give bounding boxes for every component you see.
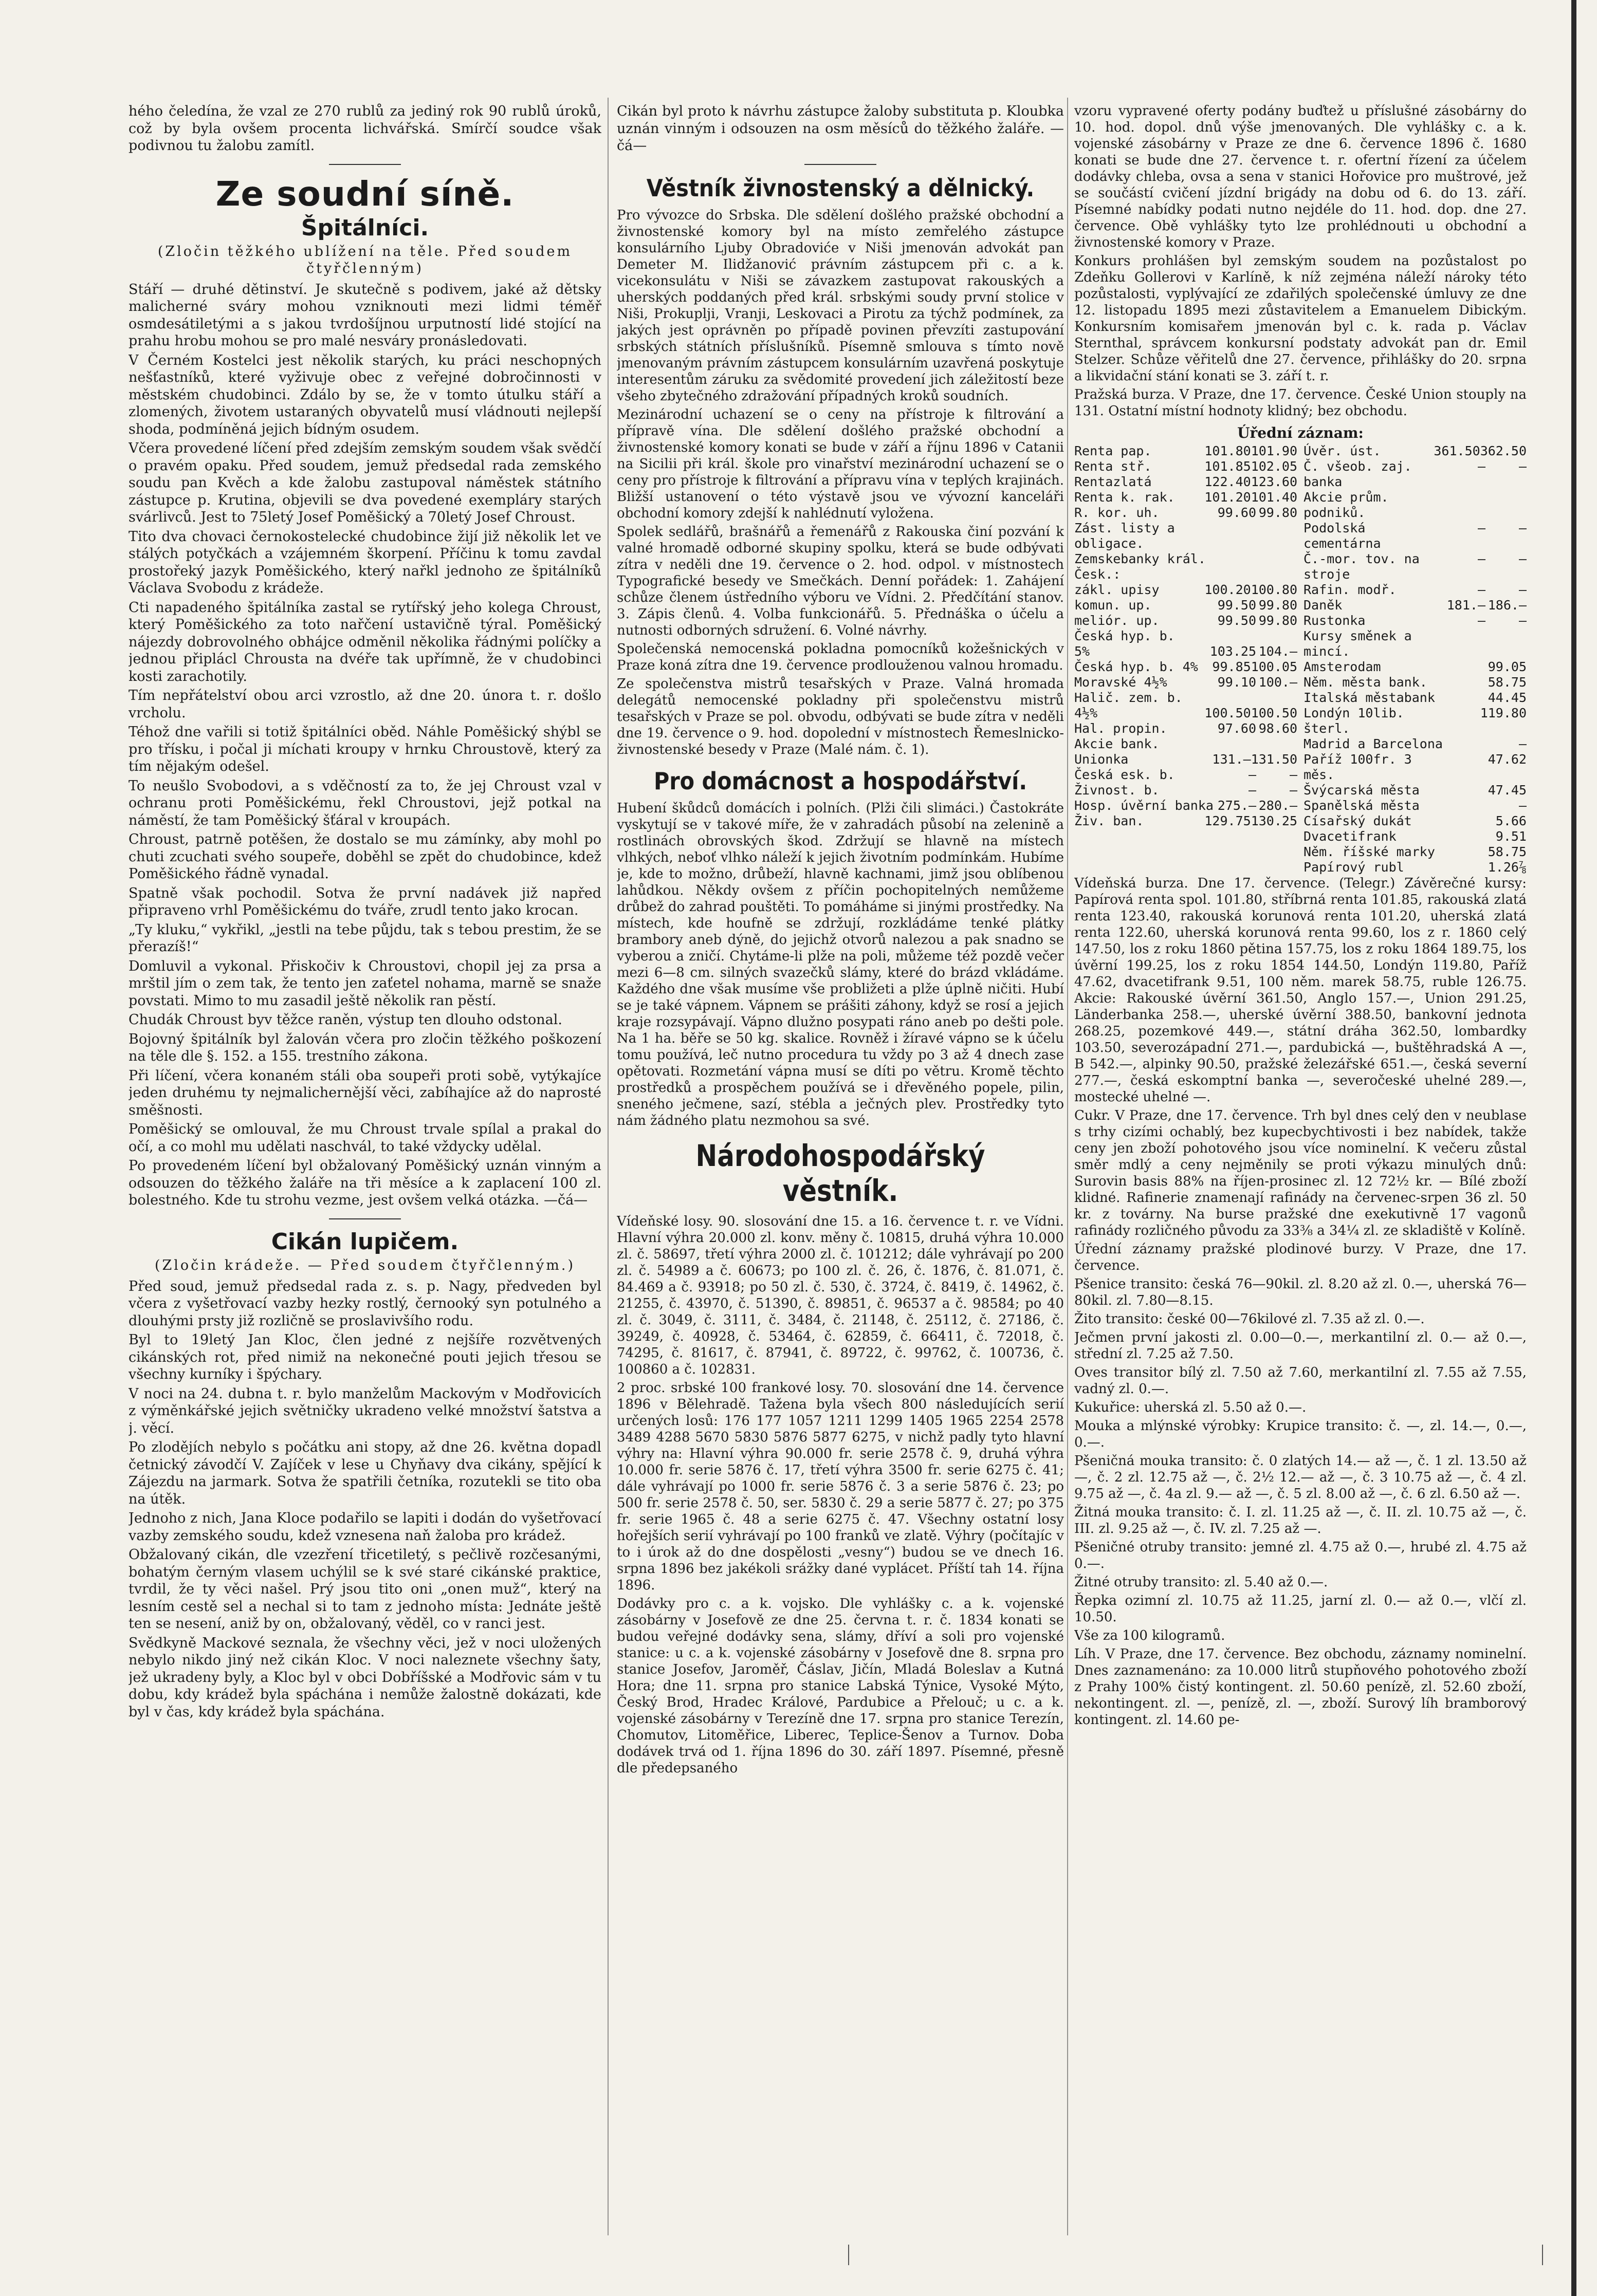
quote-row [1074,490,1297,505]
paragraph: Poměšický se omlouval, že mu Chroust trvale spílal a prakal do očí, a co mohl mu udělati naschvál, to také vždycky udělal. [129,1121,601,1155]
paragraph: Žitné otruby transito: zl. 5.40 až 0.—. [1074,1575,1328,1590]
quote-label: Hosp. úvěrní banka [1074,798,1214,813]
page-edge [1571,0,1576,2296]
article-title: Cikán lupičem. [271,1228,459,1255]
quote-row [1074,798,1297,813]
section-body [1074,103,1527,419]
quote-label: Hal. propin. [1074,721,1167,736]
quote-row [1304,860,1527,875]
quote-value: 58.75 [1488,844,1527,859]
paragraph: Spatně však pochodil. Sotva že první nadávek již napřed připraveno vrhl Poměšickému do tváře, zrudl tento jako krocan. [129,885,601,918]
quote-value [1444,752,1485,783]
article-subtitle: (Zločin krádeže. — Před soudem čtyřčlenným.) [155,1257,575,1273]
quote-row [1074,644,1297,659]
quote-value: — [1477,551,1485,566]
quote-value: 99.10 [1217,675,1256,690]
quote-row [1304,659,1527,675]
quote-label: Kursy směnek a mincí. [1304,628,1412,659]
quote-value: 119.80 [1480,706,1527,720]
quote-label: Úvěr. úst. [1304,443,1381,458]
quote-value: 47.45 [1488,783,1527,798]
quote-row [1074,598,1297,613]
quote-value: — [1477,521,1485,535]
paragraph: Vídeňské losy. 90. slosování dne 15. a 16. července t. r. ve Vídni. Hlavní výhra 20.000 zl. konv. měny č. 10815, druhá výhra 10.000 zl. č. 58697, třetí výhra 2000 zl. č. 101212; dále vyhrávají po 200 zl. č. 54989 a č. 60673; po 100 zl. č. 26, č. 1876, č. 81.071, č. 84.469 a č. 93918; po 50 zl. č. 530, č. 3724, č. 8419, č. 14962, č. 21255, č. 43970, č. 51390, č. 89851, č. 96537 a č. 98584; po 40 zl. č. 3049, č. 3111, č. 3484, č. 21148, č. 25112, č. 27186, č. 39249, č. 40928, č. 53464, č. 62859, č. 66411, č. 72018, č. 74295, č. 81617, č. 87941, č. 89722, č. 99762, č. 100736, č. 100860 a č. 102831. [617,1213,1064,1377]
quote-value: 101.20 [1204,490,1251,505]
quote-value: 47.62 [1488,752,1527,767]
quote-row [1074,813,1297,829]
quote-label: Česká esk. b. [1074,767,1175,782]
quote-value: 101.85 [1204,459,1251,474]
quote-value: 5.66 [1495,813,1527,828]
quote-row [1074,690,1297,706]
quote-value: 100.20 [1204,582,1251,597]
paragraph: Obžalovaný cikán, dle vzezření třicetiletý, s pečlivě rozčesanými, bohatým černým vlasem uchýlil se k své staré cikánské praktice, tvrdil, že ty věci našel. Prý jsou tito oni „onen muž“, který na lesním cestě sel a nechal si to tam z jednoho místa: Jednáte ještě ten se nesení, aniž by on, obžalovaný, věděl, co v ranci jest. [129,1547,601,1632]
quote-value [1444,783,1485,798]
section-body [617,207,1064,758]
quote-value: 99.50 [1217,613,1256,628]
quote-label: Londýn 10lib. šterl. [1304,706,1404,736]
quote-value: 129.75 [1204,813,1251,828]
quote-row [1304,813,1527,829]
separator [804,164,876,165]
paragraph: Konkurs prohlášen byl zemským soudem na pozůstalost po Zdeňku Gollerovi v Karlíně, k níž zejména náleží nároky této pozůstalosti, vyplývající ze zdařilých společenské úmluvy ze dne 12. listopadu 1895 mezi zůstavitelem a Emanuelem Dibickým. Konkursním komisařem jmenován byl c. k. rada p. Václav Sternthal, správcem konkursní podstaty advokát pan dr. Emil Stelzer. Schůze věřitelů dne 27. července, přihlášky do 20. srpna a likvidační stání konati se 3. září t. r. [1074,253,1527,384]
quote-row [1074,706,1297,721]
quote-value: — [1518,551,1527,566]
quote-label: Něm. města bank. [1304,675,1427,690]
quote-label: Něm. říšské marky [1304,844,1435,859]
paragraph: Líh. V Praze, dne 17. července. Bez obchodu, záznamy nominelní. Dnes zaznamenáno: za 10.000 litrů stupňového pohotového zboží z Prahy 100% čistý kontingent. zl. 50.60 penízě, zl. 52.60 zboží, nekontingent. zl. —, penízě, zl. —, zboží. Surový líh bramborový kontingent. zl. 14.60 pe- [1074,1646,1527,1728]
paragraph: Mezinárodní uchazení se o ceny na přístroje k filtrování a přípravě vína. Dle sdělení došlého pražské obchodní a živnostenské komory konati se bude v září a říjnu 1896 v Catanii na Sicilii při král. škole pro vinařství mezinárodní uchazení se o ceny pro přístroje k filtrování a přípravu vína v teplých krajinách. Bližší ustanovení o této výstavě jsou ve vývozní kanceláři obchodní komory zdejší k nahlédnutí vyložena. [617,406,1064,521]
quote-label: Císařský dukát [1304,813,1412,828]
quote-row [1304,844,1527,860]
section-title: Národohospodářský věstník. [695,1138,985,1208]
quote-value [1485,490,1527,521]
quote-label: Rentazlatá [1074,474,1152,489]
quote-value [1215,521,1256,551]
column-rule [1067,98,1068,2235]
quote-value: 98.60 [1258,721,1297,736]
quote-row [1074,721,1297,736]
quote-value [1215,628,1256,644]
quote-label: 4½% [1074,706,1098,720]
quote-value: — [1518,459,1527,474]
quote-label: komun. up. [1074,598,1152,613]
paragraph: 2 proc. srbské 100 frankové losy. 70. slosování dne 14. července 1896 v Bělehradě. Tažena byla všech 800 následujících serií určených losů: 176 177 1057 1211 1299 1405 1965 2254 2578 3489 4288 5670 5830 5876 5877 6275, v nichž padly tyto hlavní výhry na: Hlavní výhra 90.000 fr. serie 2578 č. 9, druhá výhra 10.000 fr. serie 5876 č. 17, třetí výhra 3500 fr. serie 6275 č. 41; dále vyhrávají po 1000 fr. serie 5876 č. 3 a serie 5876 č. 23; po 500 fr. serie 2578 č. 50, ser. 5830 č. 29 a serie 5877 č. 27; po 375 fr. serie 1965 č. 48 a serie 6275 č. 47. Všechny ostatní losy hořejších serií vyhrávají po 100 franků ve zlatě. Výhry (počítajíc v to i úrok až do dne dospělosti „vesny“) budou se ve dnech 16. srpna 1896 bez jakékoli srážky dané vyplácet. Příští tah 14. října 1896. [617,1380,1064,1593]
quote-value [1444,490,1485,521]
quote-value: 280.— [1258,798,1297,813]
quote-row [1304,443,1527,459]
quote-value: — [1477,613,1485,628]
quote-value: 99.60 [1217,505,1256,520]
quote-label: Švýcarská města [1304,783,1420,798]
paragraph: V Černém Kostelci jest několik starých, ku práci neschopných nešťastníků, které vyživuje obec z veřejné dobročinnosti v městském chudobinci. Zdálo by se, že v tomto útulku stáří a zlomených, životem ustaraných obyvatelů musí vládnouti nejlepší shoda, podmíněná jejich bídným osudem. [129,352,601,437]
quote-value: 99.85 [1212,659,1251,674]
quote-value: 131.50 [1251,752,1297,767]
quote-label: Madrid a Barcelona [1304,736,1443,751]
quote-value: 97.60 [1217,721,1256,736]
quote-value [1444,844,1485,860]
quote-row [1074,675,1297,690]
paragraph: Úřední záznamy pražské plodinové burzy. V Praze, dne 17. července. [1074,1242,1527,1273]
column-rule [608,98,609,2235]
quote-value [1215,736,1256,752]
quote-value: — [1477,459,1485,474]
quote-row [1074,659,1297,675]
paragraph: Byl to 19letý Jan Kloc, člen jedné z nejšíře rozvětvených cikánských rot, před nimiž na nekonečné pouti jejich třesou se všechny kurníky i špýchary. [129,1332,601,1382]
quote-label: 5% [1074,644,1090,659]
quote-value: 362.50 [1480,443,1527,458]
quote-row [1304,736,1527,752]
column-right [1074,103,1527,2230]
quote-value: 100.50 [1204,706,1251,720]
quote-row [1074,752,1297,767]
paragraph: vzoru vypravené oferty podány buďtež u příslušné zásobárny do 10. hod. dopol. dnů výše jmenovaných. Dle vyhlášky c. a k. vojenské zásobárny v Praze ze dne 6. července 1896 č. 1680 konati se bude dne 27. července t. r. ofertní řízení za účelem dodávky chleba, ovsa a sena v stanici Hořovice pro muštrové, jež se součástí cvičení jízdní brigády na dobu od 6. do 13. září. Písemné nabídky podati nutno nejdéle do 11. hod. dop. dne 27. července. Obě vyhlášky tyto lze prohlédnouti u obchodní a živnostenské komory v Praze. [1074,103,1527,250]
quote-row [1074,783,1297,798]
quote-label: Zást. listy a obligace. [1074,521,1175,551]
quote-row [1304,628,1527,659]
intro-text: hého čeledína, že vzal ze 270 rublů za jediný rok 90 rublů úroků, což by byla ovšem procenta lichvářská. Smírčí soudce však podivnou tu žalobu zamítl. [129,103,601,154]
quote-row [1304,582,1527,598]
quote-value: — [1518,582,1527,597]
quote-value: 99.80 [1258,598,1297,613]
paragraph: Hubení škůdců domácích i polních. (Plži čili slimáci.) Častokráte vyskytují se v takové míře, že v zahradách působí na zelenině a rostlinách obrovských škod. Zdržují se hlavně na místech vlhkých, neboť vlhko náleží k jejich životním podmínkám. Hubíme je, kde to možno, drůbeží, hlavně kachnami, jimž jsou oblíbenou lahůdkou. Někdy ovšem z příčin pochopitelných nemůžeme drůbež do zahrad pouštěti. To pomáháme si jinými prostředky. Na místech, kde houfně se zdržují, rozkládáme tenké plátky brambory aneb dýně, do jejichž otvorů nalezou a pak snadno se vyberou a zničí. Chytáme-li plže na poli, můžeme též pozdě večer mezi 6—8 cm. silných svazečků slámy, které do brázd vkládáme. Každého dne však musíme vše probližeti a plže úplně ničiti. Hubí se je také vápnem. Vápnem se prášiti záhony, když se rosí a jejich kraje rozsypávají. Vápno dlužno posypati ráno aneb po dešti pole. Na 1 ha. běře se 50 kg. skalice. Rovněž i žíravé vápno se k účelu tomu používá, leč nutno procedura tu vždy po 3 až 4 dnech zase opětovati. Rozmetání vápna musí se díti po větru. Kromě těchto prostředků a prospěchem používá se i dřevěného popele, pilin, sneného ječmene, sazí, stébla a ječných plev. Prostředky tyto nám žádného platu nezmohou sa své. [617,800,1064,1128]
quote-value: 122.40 [1204,474,1251,489]
quote-row [1304,613,1527,628]
quote-row [1304,598,1527,613]
quote-label: Amsterodam [1304,659,1381,674]
section-title: Věstník živnostenský a dělnický. [646,174,1035,202]
quote-label: R. kor. uh. [1074,505,1160,520]
paragraph: „Ty kluku,“ vykřikl, „jestli na tebe půjdu, tak s tebou prestim, že se přerazíš!“ [129,921,601,955]
quote-row [1074,767,1297,783]
page-mark [1542,2245,1543,2265]
quote-row [1074,551,1297,582]
quote-value: 58.75 [1488,675,1527,690]
paragraph: V noci na 24. dubna t. r. bylo manželům Mackovým v Modřovicích z výměnkářské jejich světničky ukradeno velké množství šatstva a j. věcí. [129,1385,601,1436]
quote-label: Rustonka [1304,613,1366,628]
quote-value [1485,628,1527,659]
paragraph: Chroust, patrně potěšen, že dostalo se mu zámínky, aby mohl po chuti zcuchati svého soupeře, doběhl se zpět do chudobince, kdež Poměšického řádně vynadal. [129,831,601,882]
quote-row [1304,459,1527,490]
quote-value: — [1518,798,1527,813]
quote-row [1304,551,1527,582]
quote-value: — [1477,582,1485,597]
quote-row [1304,829,1527,844]
quote-value: — [1289,767,1297,782]
quote-label: Paříž 100fr. 3 měs. [1304,752,1412,782]
quote-value: 100.80 [1251,582,1297,597]
quote-value [1256,628,1297,644]
paragraph: Tito dva chovaci černokostelecké chudobince žijí již několik let ve stálých potyčkách a vzájemném škorpení. Příčinu k tomu zavdal prostořeký jazyk Poměšického, který nařkl jednoho ze špitálníků Václava Svobodu z krádeže. [129,528,601,596]
paragraph: To neušlo Svobodovi, a s vděčností za to, že jej Chroust vzal v ochranu proti Poměšickému, řekl Chroustovi, jejž potkal na náměstí, že tam Poměšický šťáral v kroupách. [129,777,601,828]
quote-label: Živnost. b. [1074,783,1160,798]
quote-value [1444,736,1485,752]
quote-row [1074,474,1297,490]
paragraph: Stáří — druhé dětinství. Je skutečně s podivem, jaké až dětsky malicherné sváry mohou vzniknouti mezi lidmi téměř osmdesátiletými a s jakou tvrdošíjnou urputností lidé stojící na prahu hrobu mohou se pro malé nesváry pronásledovati. [129,281,601,349]
paragraph: Jednoho z nich, Jana Kloce podařilo se lapiti i dodán do vyšetřovací vazby zemského soudu, kdež vznesena naň žaloba pro krádež. [129,1510,601,1544]
quote-row [1304,521,1527,551]
quote-value [1256,521,1297,551]
quote-label: Akcie bank. [1074,736,1160,751]
quote-row [1074,628,1297,644]
quote-value [1444,628,1485,659]
quote-value: — [1248,767,1256,782]
quote-value [1256,736,1297,752]
quote-label: meliór. up. [1074,613,1160,628]
separator [329,1218,401,1219]
quote-value: 181.— [1446,598,1485,613]
quote-label: Daněk [1304,598,1343,613]
quote-value: 186.— [1488,598,1527,613]
quote-label: Renta stř. [1074,459,1152,474]
quote-row [1304,798,1527,813]
quote-row [1304,752,1527,783]
section-title: Ze soudní síně. [215,174,515,214]
quote-label: Halič. zem. b. [1074,690,1183,705]
quote-row [1074,443,1297,459]
paragraph: Cukr. V Praze, dne 17. července. Trh byl dnes celý den v neublase s trhy cizími ochablý, bez kupecbychtivosti i bez nabídek, takže ceny jen zboží pohotového jsou více nominelní. K večeru zůstal směr mdlý a ceny nejměnily se proti výkazu minulých dnů: Surovin basis 88% na říjen-prosinec zl. 12 72½ kr. — Bílé zboží klidné. Rafinerie znamenají rafinády na červenec-srpen 36 zl. 50 kr. z továrny. Na burse pražské dne exekutivně 17 vagonů rafinády rozličného původu za 33⅜ a 34¼ zl. ze skladiště v Kolíně. [1074,1108,1527,1238]
quote-value: 275.— [1217,798,1256,813]
quote-row [1074,521,1297,551]
paragraph: Mouka a mlýnské výrobky: Krupice transito: č. —, zl. 14.—, 0.—, 0.—. [1074,1418,1527,1450]
paragraph: Domluvil a vykonal. Přiskočiv k Chroustovi, chopil jej za prsa a mrštil jím o zem tak, že tento jen zaťetel nohama, marně se snaže povstati. Mimo to mu zasadil ještě několik ran pěstí. [129,958,601,1009]
quote-value [1444,690,1485,706]
quote-value [1256,551,1297,582]
paragraph: Žitná mouka transito: č. I. zl. 11.25 až —, č. II. zl. 10.75 až —, č. III. zl. 9.25 až —, č. IV. zl. 7.25 až —. [1074,1505,1527,1536]
paragraph: Při líčení, včera konaném stáli oba soupeři proti sobě, vytýkajíce jeden druhému ty nejmalichernější věci, zabíhajíce až do naprosté směšnosti. [129,1067,601,1118]
paragraph: Spolek sedlářů, brašnářů a řemenářů z Rakouska činí pozvání k valné hromadě odborné skupiny spolku, která se bude odbývati zítra v neděli dne 19. července o 2. hod. odpol. v místnostech Typografické besedy ve Smečkách. Denní pořádek: 1. Zahájení schůze členem ústředního výboru ve Vídni. 2. Předčítání stanov. 3. Zápis členů. 4. Volba funkcionářů. 5. Přednáška o účelu a nutnosti odborných sdružení. 6. Volné návrhy. [617,524,1064,638]
quote-label: Č.-mor. tov. na stroje [1304,551,1420,582]
quote-table [1074,443,1527,875]
quote-label: Živ. ban. [1074,813,1144,828]
quote-label: Spanělská města [1304,798,1420,813]
quote-value [1444,813,1485,829]
quote-table-left [1074,443,1297,875]
section-title: Pro domácnost a hospodářství. [653,767,1027,795]
separator [329,164,401,165]
quote-value [1444,798,1485,813]
quote-label: Dvacetifrank [1304,829,1397,844]
quote-value: 103.25 [1209,644,1256,659]
quote-row [1304,783,1527,798]
quote-value [1215,690,1256,706]
paragraph: Kukuřice: uherská zl. 5.50 až 0.—. [1074,1400,1307,1415]
page-mark [848,2245,849,2265]
quote-value: 123.60 [1251,474,1297,489]
table-title: Úřední záznam: [1237,424,1364,441]
paragraph: Před soud, jemuž předsedal rada z. s. p. Nagy, předveden byl včera z vyšetřovací vazby hezky rostlý, černooký syn potulného a dlouhými prsty již rozličně se proslavivšího rodu. [129,1278,601,1329]
quote-value: — [1518,613,1527,628]
market-reports [1074,875,1527,1728]
quote-label: Papírový rubl [1304,860,1404,875]
paragraph: Oves transitor bílý zl. 7.50 až 7.60, merkantilní zl. 7.55 až 7.55, vadný zl. 0.—. [1074,1365,1527,1397]
quote-value: 99.05 [1488,659,1527,674]
paragraph: Vídeňská burza. Dne 17. července. (Telegr.) Závěrečné kursy: Papírová renta spol. 101.80, stříbrná renta 101.85, rakouská zlatá renta 123.40, rakouská korunová renta 101.20, uherská zlatá renta 122.60, uherská korunová renta 99.60, los z r. 1860 celý 147.50, los z roku 1860 pětina 157.75, los z roku 1864 189.75, los úvěrní 199.25, los z roku 1854 144.50, Londýn 119.80, Paříž 47.62, dvacetifrank 9.51, 100 něm. marek 58.75, ruble 126.75. Akcie: Rakouské úvěrní 361.50, Anglo 157.—, Union 291.25, Länderbanka 258.—, uherské úvěrní 388.50, bankovní jednota 268.25, pozemkové 449.—, státní dráha 362.50, lombardky 103.50, severozápadní 271.—, pardubická —, buštěhradská A —, B 542.—, alpinky 90.50, pražské železářské 651.—, česká severní 277.—, česká eskomptní banka —, severočeské uhelné 289.—, mostecké uhelné —. [1074,876,1527,1105]
quote-row [1074,459,1297,474]
quote-label: zákl. upisy [1074,582,1160,597]
quote-value: — [1518,736,1527,751]
quote-label: Česká hyp. b. 4% [1074,659,1198,674]
quote-label: Renta k. rak. [1074,490,1175,505]
paragraph: Téhož dne vařili si totiž špitálníci oběd. Náhle Poměšický shýbl se pro třísku, i počal ji míchati kroupy v hrnku Chroustově, který za tím nějakým odešel. [129,724,601,774]
quote-row [1074,736,1297,752]
quote-value: 130.25 [1251,813,1297,828]
paragraph: Řepka ozimní zl. 10.75 až 11.25, jarní zl. 0.— až 0.—, vlčí zl. 10.50. [1074,1593,1527,1625]
quote-value: — [1518,521,1527,535]
paragraph: Pšenice transito: česká 76—90kil. zl. 8.20 až zl. 0.—, uherská 76—80kil. zl. 7.80—8.15. [1074,1276,1527,1308]
article-subtitle: (Zločin těžkého ublížení na těle. Před soudem čtyřčlenným) [157,243,573,276]
quote-value: 9.51 [1495,829,1527,844]
paragraph: Pražská burza. V Praze, dne 17. července. České Union stouply na 131. Ostatní místní hodnoty klidný; bez obchodu. [1074,387,1527,419]
section-body [617,800,1064,1129]
quote-row [1074,505,1297,521]
quote-value: 131.— [1212,752,1251,767]
article-body [129,281,601,1209]
quote-value: 99.50 [1217,598,1256,613]
paragraph: Svědkyně Mackové seznala, že všechny věci, jež v noci uložených nebylo nikdo jiný než cikán Kloc. V noci naleznete všechny šaty, jež ukradeny byly, a Kloc byl v obci Dobříšské a Modřovic sám v tu dobu, kdy krádež byla spáchána i nemůže žalostně dokázati, kde byl v čas, kdy krádež byla spáchána. [129,1635,601,1720]
article-title: Špitálníci. [301,214,429,241]
paragraph: Ječmen první jakosti zl. 0.00—0.—, merkantilní zl. 0.— až 0.—, střední zl. 7.25 až 7.50. [1074,1330,1527,1362]
quote-value: 99.80 [1258,613,1297,628]
paragraph: Bojovný špitálník byl žalován včera pro zločin těžkého poškození na těle dle §. 152. a 155. trestního zákona. [129,1031,601,1064]
quote-value [1215,551,1256,582]
quote-label: Renta pap. [1074,443,1152,458]
quote-row [1304,690,1527,706]
quote-value: 361.50 [1434,443,1480,458]
quote-value: — [1248,783,1256,798]
quote-table-right [1304,443,1527,875]
quote-label: Č. všeob. zaj. banka [1304,459,1412,489]
quote-value: 99.80 [1258,505,1297,520]
paragraph: Vše za 100 kilogramů. [1074,1628,1225,1643]
quote-label: Moravské 4½% [1074,675,1167,690]
quote-value [1444,675,1485,690]
quote-label: Česká hyp. b. [1074,628,1175,643]
paragraph: Žito transito: české 00—76kilové zl. 7.35 až zl. 0.—. [1074,1311,1425,1327]
quote-value: 104.— [1258,644,1297,659]
quote-row [1074,613,1297,628]
quote-value: — [1289,783,1297,798]
quote-value: 44.45 [1488,690,1527,705]
paragraph: Pro vývozce do Srbska. Dle sdělení došlého pražské obchodní a živnostenské komory byl na místo zemřelého zástupce konsulárního Ljuby Obradoviće v Niši jmenován advokát pan Demeter M. Ilidžanović právním zástupcem při c. a k. vicekonsulátu v Niši se závazkem zastupovat rakouských a uherských poddaných před král. srbskými soudy první stolice v Niši, Prokuplji, Vranji, Leskovaci a Pirotu za týchž podmínek, za jakých jest oprávněn po případě povinen převzíti zastupování srbských státních příslušníků. Písemně smlouva s tímto nově jmenovaným právním zástupcem konsulárním uzavřená poskytuje interesentům záruku za svědomité provedení jich záležitostí beze všeho zbytečného zdražování případných kroků soudních. [617,207,1064,404]
quote-value [1444,659,1485,675]
quote-label: Italská městabank [1304,690,1435,705]
quote-label: Rafin. modř. [1304,582,1397,597]
quote-value [1439,706,1480,736]
paragraph: Pšeničná mouka transito: č. 0 zlatých 14.— až —, č. 1 zl. 13.50 až —, č. 2 zl. 12.75 až —, č. 2½ 12.— až —, č. 3 10.75 až —, č. 4 zl. 9.75 až —, č. 4a zl. 9.— až —, č. 5 zl. 8.00 až —, č. 6 zl. 6.50 až —. [1074,1453,1527,1502]
quote-label: Podolská cementárna [1304,521,1381,551]
column-middle [617,103,1064,2230]
quote-value: 101.40 [1251,490,1297,505]
paragraph: Ze společenstva mistrů tesařských v Praze. Valná hromada delegátů nemocenské pokladny při společenstvu mistrů tesařských v Praze se pol. obvodu, odbývati se bude zítra v neděli dne 19. července o 9. hod. dopolední v místnostech Řemeslnicko-živnostenské besedy v Praze (Malé nám. č. 1). [617,676,1064,757]
quote-value [1256,690,1297,706]
paragraph: Chudák Chroust byv těžce raněn, výstup ten dlouho odstonal. [129,1012,562,1028]
quote-value: 101.80 [1204,443,1251,458]
paragraph: Včera provedené líčení před zdejším zemským soudem však svědčí o pravém opaku. Před soudem, jemuž předsedal rada zemského soudu pan Kvěch a kde žalobu zastupoval náměstek státního zástupce p. Krutina, objevili se dva povedené exempláry starých svárlivců. Jest to 75letý Josef Poměšický a 70letý Josef Chroust. [129,440,601,525]
quote-value: 1.26⅞ [1488,860,1527,875]
quote-value: 100.— [1258,675,1297,690]
quote-value: 100.50 [1251,706,1297,720]
quote-value: 102.05 [1251,459,1297,474]
article-body [129,1278,601,1721]
paragraph: Cti napadeného špitálníka zastal se rytířský jeho kolega Chroust, který Poměšického za toto nařčení ustavičně týral. Poměšický nájezdy dobrovolného obhájce odměnil několika řádnými políčky a jednou připlácl Chrousta na dvéře tak upřímně, že v chudobinci kosti zarachotily. [129,599,601,684]
quote-label: Zemskebanky král. Česk.: [1074,551,1206,582]
quote-value [1444,860,1485,875]
paragraph: Tím nepřátelství obou arci vzrostlo, až dne 20. února t. r. došlo vrcholu. [129,688,601,721]
intro-text: Cikán byl proto k návrhu zástupce žaloby substituta p. Kloubka uznán vinným i odsouzen na osm měsíců do těžkého žaláře. —čá— [617,103,1064,154]
quote-label: Akcie prům. podniků. [1304,490,1389,520]
paragraph: Společenská nemocenská pokladna pomocníků kožešnických v Praze koná zítra dne 19. července prodlouženou valnou hromadu. [617,641,1064,673]
quote-label: Unionka [1074,752,1129,767]
quote-value: 100.05 [1251,659,1297,674]
quote-row [1074,582,1297,598]
quote-row [1304,675,1527,690]
section-body [617,1213,1064,1776]
paragraph: Po zlodějích nebylo s počátku ani stopy, až dne 26. května dopadl četnický závodčí V. Zajíček v lese u Chyňavy dva cikány, spějící k Zájezdu na jarmark. Sotva že spatřili četníka, rozutekli se tito oba na útěk. [129,1439,601,1507]
quote-value [1444,829,1485,844]
quote-value: 101.90 [1251,443,1297,458]
paragraph: Pšeničné otruby transito: jemné zl. 4.75 až 0.—, hrubé zl. 4.75 až 0.—. [1074,1540,1527,1571]
quote-row [1304,706,1527,736]
column-left [129,103,601,2230]
paragraph: Po provedeném líčení byl obžalovaný Poměšický uznán vinným a odsouzen do těžkého žaláře na tři měsíce a k zaplacení 100 zl. bolestného. Kde tu strohu vezme, jest ovšem velká otázka. —čá— [129,1158,601,1208]
paragraph: Dodávky pro c. a k. vojsko. Dle vyhlášky c. a k. vojenské zásobárny v Josefově ze dne 25. června t. r. č. 1834 konati se budou veřejné dodávky sena, slámy, dříví a soli pro vojenské stanice: u c. a k. vojenské zásobárny v Josefově dne 8. srpna pro stanice Josefov, Jaroměř, Čáslav, Jičín, Mladá Boleslav a Kutná Hora; dne 11. srpna pro stanice Labská Týnice, Vysoké Mýto, Český Brod, Hradec Králové, Pardubice a Přelouč; u c. a k. vojenské zásobárny v Terezíně dne 17. srpna pro stanice Terezín, Chomutov, Litoměřice, Liberec, Teplice-Šenov a Turnov. Doba dodávek trvá od 1. října 1896 do 30. září 1897. Písemné, přesně dle předepsaného [617,1596,1064,1776]
quote-row [1304,490,1527,521]
